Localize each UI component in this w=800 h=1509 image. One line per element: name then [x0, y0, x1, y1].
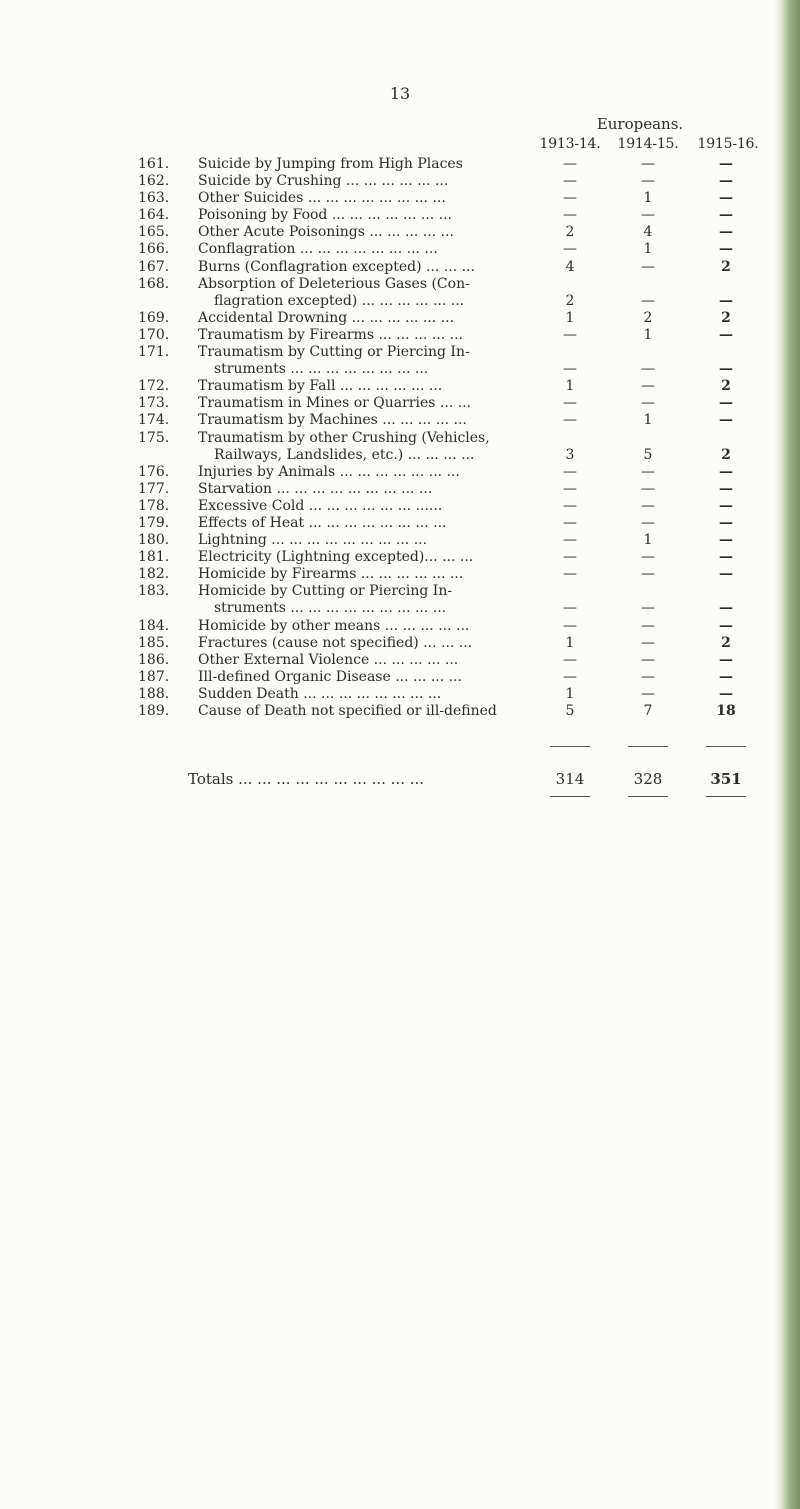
value-1913-14: — — [563, 514, 577, 531]
row-number: 183. — [138, 583, 170, 600]
totals-rule-top — [628, 746, 668, 747]
value-1913-14: — — [563, 241, 577, 258]
row-description-line: Fractures (cause not specified) ... ... ... — [198, 634, 473, 651]
row-number: 165. — [138, 224, 170, 241]
row-description — [198, 224, 544, 241]
value-1915-16: — — [719, 668, 733, 685]
value-1913-14: 2 — [565, 292, 575, 309]
value-1915-16: — — [719, 600, 733, 617]
column-header-1915-16: 1915-16. — [697, 136, 759, 152]
row-description-line: Traumatism by Machines ... ... ... ... ... — [198, 412, 467, 429]
table-row — [0, 276, 800, 310]
value-1914-15: 7 — [643, 703, 653, 719]
table-row — [0, 481, 800, 498]
row-number: 178. — [138, 497, 170, 514]
row-description-continuation: struments ... ... ... ... ... ... ... ... — [214, 361, 429, 378]
row-description — [198, 669, 544, 686]
value-1914-15: — — [641, 651, 655, 668]
value-1913-14: — — [563, 395, 577, 412]
row-description-line: Absorption of Deleterious Gases (Con- — [198, 275, 470, 292]
table-row — [0, 207, 800, 224]
table-row — [0, 259, 800, 276]
value-1914-15: — — [641, 685, 655, 702]
row-description — [198, 344, 544, 378]
row-description-line: Injuries by Animals ... ... ... ... ... ... ... — [198, 463, 460, 480]
value-1913-14: — — [563, 207, 577, 224]
row-description-line: Poisoning by Food ... ... ... ... ... ... ... — [198, 207, 452, 224]
table-row — [0, 549, 800, 566]
value-1914-15: — — [641, 549, 655, 566]
value-1913-14: 5 — [565, 703, 575, 719]
total-1915-16: 351 — [710, 770, 742, 788]
row-number: 177. — [138, 480, 170, 497]
value-1915-16: — — [719, 173, 733, 190]
row-description-continuation: struments ... ... ... ... ... ... ... ... ... — [214, 600, 447, 617]
row-number: 179. — [138, 514, 170, 531]
row-description-line: Effects of Heat ... ... ... ... ... ... ... ... — [198, 514, 447, 531]
value-1915-16: — — [719, 532, 733, 549]
group-heading: Europeans. — [596, 115, 684, 133]
row-number: 161. — [138, 156, 170, 172]
value-1915-16: 2 — [721, 446, 731, 463]
value-1915-16: — — [719, 241, 733, 258]
value-1913-14: — — [563, 173, 577, 190]
column-header-1913-14: 1913-14. — [539, 136, 601, 152]
value-1914-15: — — [641, 497, 655, 514]
value-1913-14: — — [563, 600, 577, 617]
row-description-line: Other External Violence ... ... ... ... ... — [198, 651, 459, 668]
value-1915-16: 2 — [721, 378, 731, 395]
value-1914-15: — — [641, 514, 655, 531]
row-number: 163. — [138, 190, 170, 207]
row-number: 176. — [138, 463, 170, 480]
row-description — [198, 703, 544, 720]
value-1914-15: — — [641, 668, 655, 685]
table-row — [0, 327, 800, 344]
value-1913-14: 4 — [565, 258, 575, 275]
value-1914-15: — — [641, 173, 655, 190]
row-description-line: Traumatism in Mines or Quarries ... ... — [198, 395, 472, 412]
value-1915-16: — — [719, 566, 733, 583]
value-1914-15: — — [641, 600, 655, 617]
total-1913-14: 314 — [555, 770, 585, 788]
row-number: 186. — [138, 651, 170, 668]
row-number: 175. — [138, 429, 170, 446]
value-1913-14: — — [563, 412, 577, 429]
table-row — [0, 703, 800, 720]
value-1915-16: — — [719, 514, 733, 531]
value-1913-14: — — [563, 549, 577, 566]
row-description — [198, 310, 544, 327]
row-number: 187. — [138, 668, 170, 685]
value-1914-15: — — [641, 361, 655, 378]
row-description — [198, 276, 544, 310]
table-row — [0, 430, 800, 464]
value-1915-16: — — [719, 207, 733, 224]
row-description-line: Suicide by Jumping from High Places — [198, 156, 463, 172]
value-1913-14: — — [563, 497, 577, 514]
row-description-line: Electricity (Lightning excepted)... ... ... — [198, 549, 474, 566]
value-1913-14: — — [563, 463, 577, 480]
value-1914-15: — — [641, 258, 655, 275]
value-1915-16: 18 — [716, 703, 736, 719]
totals-rule-top — [706, 746, 746, 747]
value-1914-15: — — [641, 480, 655, 497]
table-row — [0, 669, 800, 686]
value-1913-14: 3 — [565, 446, 575, 463]
table-row — [0, 532, 800, 549]
row-description — [198, 207, 544, 224]
row-description — [198, 652, 544, 669]
value-1913-14: — — [563, 566, 577, 583]
value-1914-15: — — [641, 207, 655, 224]
row-description-line: Conflagration ... ... ... ... ... ... ... ... — [198, 241, 438, 258]
totals-rule-bottom — [628, 796, 668, 797]
row-description-line: Homicide by Firearms ... ... ... ... ... ... — [198, 566, 464, 583]
table-row — [0, 310, 800, 327]
value-1915-16: — — [719, 292, 733, 309]
row-description-line: Traumatism by other Crushing (Vehicles, — [198, 429, 490, 446]
value-1913-14: — — [563, 668, 577, 685]
row-description-continuation: Railways, Landslides, etc.) ... ... ... ... — [214, 446, 475, 463]
row-number: 185. — [138, 634, 170, 651]
row-description-line: Traumatism by Firearms ... ... ... ... ... — [198, 326, 464, 343]
value-1913-14: — — [563, 651, 577, 668]
value-1913-14: — — [563, 532, 577, 549]
row-description-continuation: flagration excepted) ... ... ... ... ... ... — [214, 292, 465, 309]
value-1915-16: 2 — [721, 258, 731, 275]
value-1913-14: — — [563, 326, 577, 343]
table-row — [0, 412, 800, 429]
row-description — [198, 327, 544, 344]
row-description — [198, 173, 544, 190]
value-1914-15: 1 — [643, 241, 653, 258]
row-description-line: Excessive Cold ... ... ... ... ... ... ...... — [198, 497, 443, 514]
row-number: 168. — [138, 275, 170, 292]
row-description — [198, 395, 544, 412]
totals-rule-bottom — [550, 796, 590, 797]
row-number: 182. — [138, 566, 170, 583]
totals-rule-bottom — [706, 796, 746, 797]
table-row — [0, 498, 800, 515]
row-number: 162. — [138, 173, 170, 190]
row-description — [198, 566, 544, 583]
row-number: 169. — [138, 309, 170, 326]
table-row — [0, 173, 800, 190]
value-1913-14: — — [563, 156, 577, 172]
value-1914-15: — — [641, 292, 655, 309]
value-1914-15: 1 — [643, 326, 653, 343]
table-row — [0, 464, 800, 481]
page-number: 13 — [389, 84, 411, 103]
totals-rule-top — [550, 746, 590, 747]
row-description-line: Ill-defined Organic Disease ... ... ... ... — [198, 668, 462, 685]
table-row — [0, 515, 800, 532]
row-description-line: Sudden Death ... ... ... ... ... ... ... ... — [198, 685, 442, 702]
value-1913-14: 1 — [565, 309, 575, 326]
row-number: 170. — [138, 326, 170, 343]
value-1914-15: — — [641, 378, 655, 395]
value-1915-16: 2 — [721, 309, 731, 326]
table-row — [0, 224, 800, 241]
value-1915-16: — — [719, 685, 733, 702]
row-description — [198, 532, 544, 549]
value-1914-15: 1 — [643, 532, 653, 549]
total-1914-15: 328 — [633, 770, 663, 788]
value-1913-14: — — [563, 361, 577, 378]
table-row — [0, 618, 800, 635]
row-number: 166. — [138, 241, 170, 258]
value-1915-16: — — [719, 651, 733, 668]
row-description-line: Homicide by Cutting or Piercing In- — [198, 583, 453, 600]
value-1913-14: 1 — [565, 634, 575, 651]
row-number: 172. — [138, 378, 170, 395]
value-1915-16: — — [719, 497, 733, 514]
row-number: 189. — [138, 703, 170, 719]
row-description — [198, 481, 544, 498]
row-description-line: Cause of Death not specified or ill-defined — [198, 703, 497, 719]
value-1915-16: — — [719, 549, 733, 566]
table-row — [0, 686, 800, 703]
row-number: 180. — [138, 532, 170, 549]
row-description — [198, 515, 544, 532]
value-1914-15: — — [641, 566, 655, 583]
row-number: 174. — [138, 412, 170, 429]
table-row — [0, 652, 800, 669]
table-row — [0, 344, 800, 378]
row-number: 171. — [138, 344, 170, 361]
row-description — [198, 241, 544, 258]
row-description — [198, 156, 544, 173]
row-description-line: Starvation ... ... ... ... ... ... ... ... ... — [198, 480, 433, 497]
row-number: 164. — [138, 207, 170, 224]
row-description — [198, 430, 544, 464]
value-1913-14: — — [563, 190, 577, 207]
value-1913-14: 1 — [565, 378, 575, 395]
row-description — [198, 190, 544, 207]
row-description — [198, 549, 544, 566]
table-body — [0, 156, 800, 720]
value-1915-16: — — [719, 617, 733, 634]
table-row — [0, 566, 800, 583]
table-row — [0, 395, 800, 412]
row-description-line: Other Suicides ... ... ... ... ... ... ... ... — [198, 190, 446, 207]
value-1914-15: 1 — [643, 412, 653, 429]
row-description-line: Burns (Conflagration excepted) ... ... ... — [198, 258, 475, 275]
row-description-line: Suicide by Crushing ... ... ... ... ... ... — [198, 173, 449, 190]
value-1914-15: 2 — [643, 309, 653, 326]
value-1915-16: — — [719, 156, 733, 172]
value-1915-16: — — [719, 326, 733, 343]
row-number: 184. — [138, 617, 170, 634]
value-1914-15: — — [641, 395, 655, 412]
value-1914-15: — — [641, 463, 655, 480]
value-1914-15: 1 — [643, 190, 653, 207]
row-description — [198, 618, 544, 635]
value-1913-14: — — [563, 617, 577, 634]
row-description-line: Accidental Drowning ... ... ... ... ... ... — [198, 309, 455, 326]
table-row — [0, 583, 800, 617]
row-description — [198, 498, 544, 515]
table-row — [0, 190, 800, 207]
table-row — [0, 378, 800, 395]
value-1915-16: — — [719, 190, 733, 207]
row-description — [198, 583, 544, 617]
totals-label: Totals ... ... ... ... ... ... ... ... ... ... — [188, 770, 425, 788]
row-description — [198, 259, 544, 276]
table-row — [0, 156, 800, 173]
value-1914-15: 5 — [643, 446, 653, 463]
value-1914-15: 4 — [643, 224, 653, 241]
row-description — [198, 412, 544, 429]
row-description — [198, 378, 544, 395]
table-row — [0, 241, 800, 258]
value-1915-16: — — [719, 412, 733, 429]
row-number: 188. — [138, 685, 170, 702]
row-description-line: Homicide by other means ... ... ... ... ... — [198, 617, 470, 634]
value-1913-14: — — [563, 480, 577, 497]
row-description — [198, 635, 544, 652]
row-description-line: Traumatism by Fall ... ... ... ... ... ... — [198, 378, 443, 395]
row-number: 181. — [138, 549, 170, 566]
value-1915-16: — — [719, 480, 733, 497]
value-1914-15: — — [641, 156, 655, 172]
column-header-1914-15: 1914-15. — [617, 136, 679, 152]
value-1914-15: — — [641, 617, 655, 634]
row-number: 173. — [138, 395, 170, 412]
value-1915-16: — — [719, 395, 733, 412]
row-number: 167. — [138, 258, 170, 275]
row-description — [198, 686, 544, 703]
value-1915-16: — — [719, 361, 733, 378]
row-description — [198, 464, 544, 481]
value-1915-16: — — [719, 463, 733, 480]
value-1913-14: 1 — [565, 685, 575, 702]
row-description-line: Other Acute Poisonings ... ... ... ... ... — [198, 224, 454, 241]
value-1914-15: — — [641, 634, 655, 651]
row-description-line: Traumatism by Cutting or Piercing In- — [198, 344, 470, 361]
value-1915-16: — — [719, 224, 733, 241]
table-row — [0, 635, 800, 652]
value-1915-16: 2 — [721, 634, 731, 651]
value-1913-14: 2 — [565, 224, 575, 241]
row-description-line: Lightning ... ... ... ... ... ... ... ... ... — [198, 532, 428, 549]
